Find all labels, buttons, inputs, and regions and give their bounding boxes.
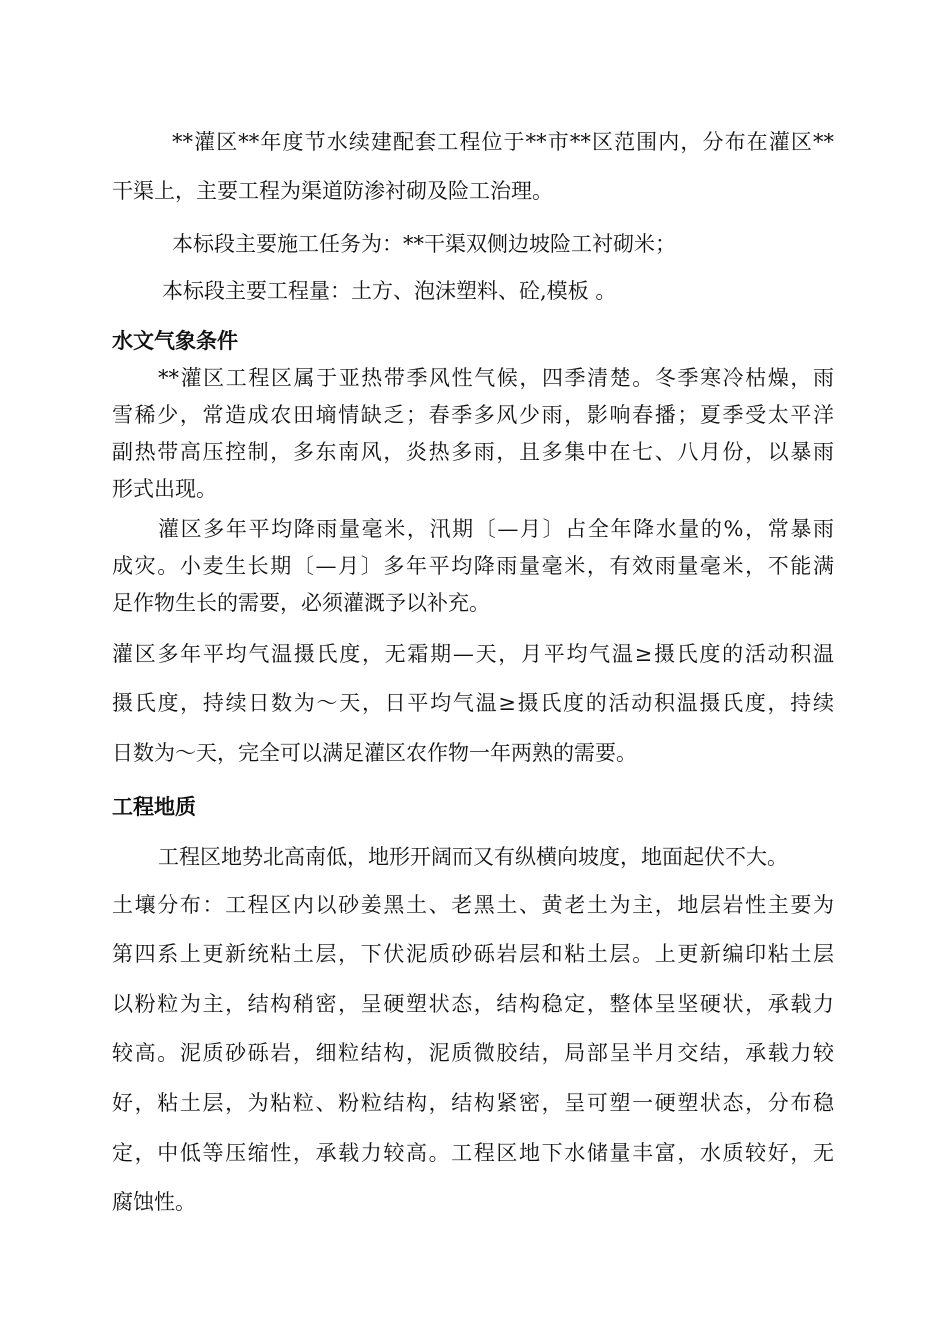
geology-line: 工程区地势北高南低，地形开阔而又有纵横向坡度，地面起伏不大。 bbox=[158, 845, 788, 869]
intro-paragraph-2: 本标段主要施工任务为：**干渠双侧边坡险工衬砌米； bbox=[172, 232, 676, 256]
geology-line: 较高。泥质砂砾岩，细粒结构，泥质微胶结，局部呈半月交结，承载力较 bbox=[112, 1041, 834, 1065]
hydro-line: **灌区工程区属于亚热带季风性气候，四季清楚。冬季寒冷枯燥，雨 bbox=[158, 366, 834, 390]
hydro-line: 形式出现。 bbox=[112, 477, 217, 501]
geology-line: 好，粘土层，为粘粒、粉粒结构，结构紧密，呈可塑一硬塑状态，分布稳 bbox=[112, 1091, 834, 1115]
section-heading-geology: 工程地质 bbox=[112, 795, 196, 819]
intro-paragraph-1-line-2: 干渠上，主要工程为渠道防渗衬砌及险工治理。 bbox=[112, 179, 553, 203]
hydro-line: 成灾。小麦生长期〔—月〕多年平均降雨量毫米，有效雨量毫米，不能满 bbox=[112, 554, 834, 578]
geology-line: 腐蚀性。 bbox=[112, 1190, 196, 1214]
hydro-line: 雪稀少，常造成农田墒情缺乏；春季多风少雨，影响春播；夏季受太平洋 bbox=[112, 403, 834, 427]
hydro-line: 灌区多年平均气温摄氏度，无霜期—天，月平均气温≥摄氏度的活动积温 bbox=[112, 642, 834, 666]
intro-paragraph-1-line-1: **灌区**年度节水续建配套工程位于**市**区范围内，分布在灌区** bbox=[172, 130, 834, 154]
hydro-line: 副热带高压控制，多东南风，炎热多雨，且多集中在七、八月份，以暴雨 bbox=[112, 440, 834, 464]
geology-line: 以粉粒为主，结构稍密，呈硬塑状态，结构稳定，整体呈坚硬状，承载力 bbox=[112, 992, 834, 1016]
geology-line: 土壤分布：工程区内以砂姜黑土、老黑土、黄老土为主，地层岩性主要为 bbox=[112, 893, 834, 917]
geology-line: 定，中低等压缩性，承载力较高。工程区地下水储量丰富，水质较好，无 bbox=[112, 1141, 834, 1165]
intro-paragraph-3: 本标段主要工程量：土方、泡沫塑料、砼,模板 。 bbox=[162, 279, 617, 303]
hydro-line: 足作物生长的需要，必须灌溉予以补充。 bbox=[112, 591, 490, 615]
section-heading-hydrology: 水文气象条件 bbox=[112, 329, 238, 353]
hydro-line: 摄氏度，持续日数为～天，日平均气温≥摄氏度的活动积温摄氏度，持续 bbox=[112, 691, 834, 715]
geology-line: 第四系上更新统粘土层，下伏泥质砂砾岩层和粘土层。上更新编印粘土层 bbox=[112, 942, 834, 966]
hydro-line: 日数为～天，完全可以满足灌区农作物一年两熟的需要。 bbox=[112, 741, 637, 765]
hydro-line: 灌区多年平均降雨量毫米，汛期〔—月〕占全年降水量的%，常暴雨 bbox=[158, 517, 834, 541]
